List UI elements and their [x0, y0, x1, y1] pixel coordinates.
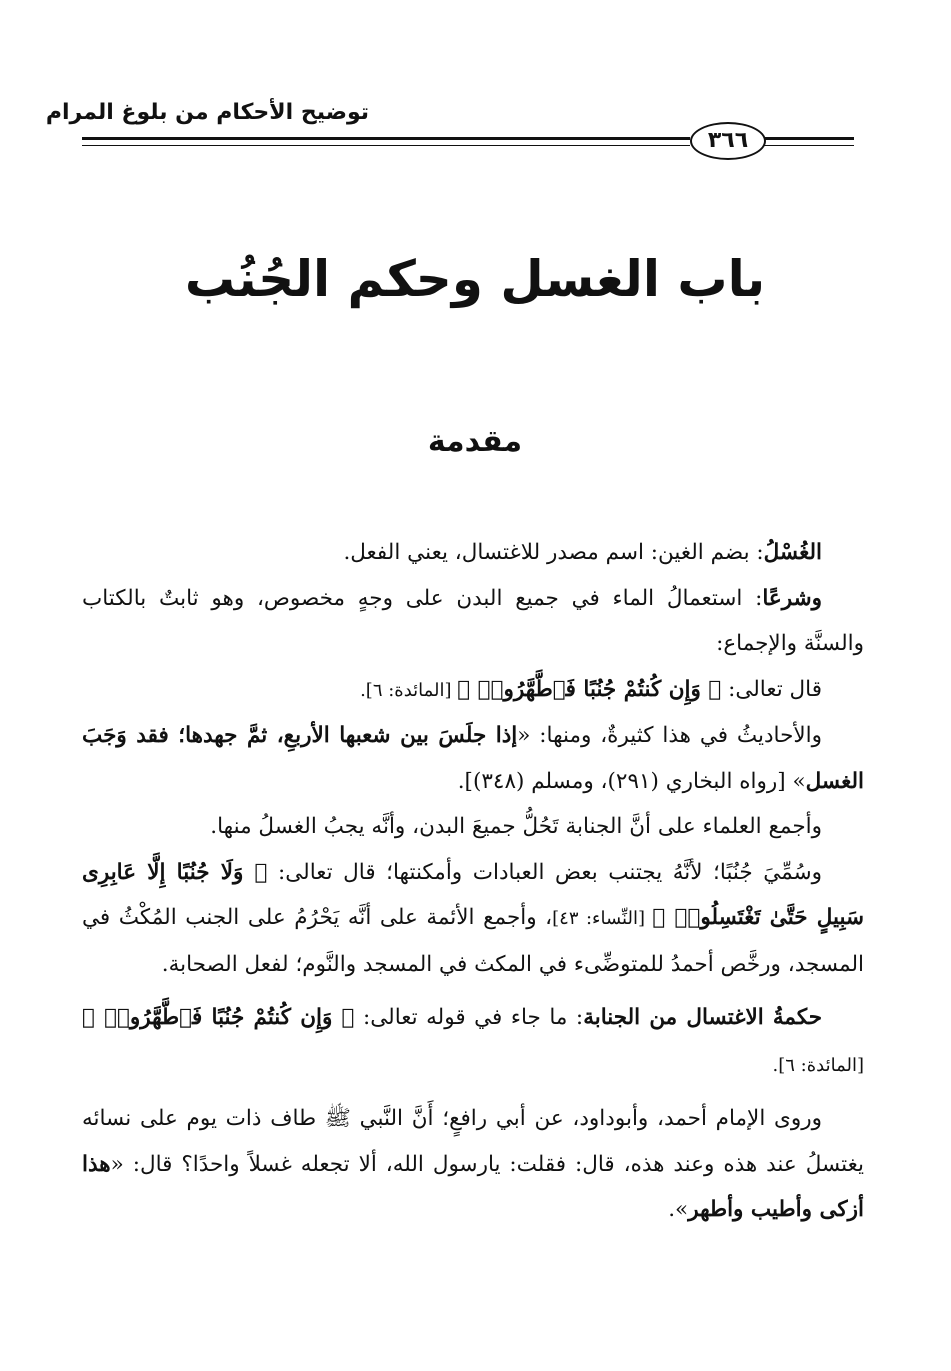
body-text	[82, 530, 864, 1233]
hadith-text: إذا جلَسَ بين شعبها الأربعِ، ثمَّ جهدها؛ فقد وَجَبَ الغسل	[82, 723, 864, 794]
paragraph-quran-evidence	[82, 667, 864, 714]
intro: قال تعالى:	[721, 676, 822, 702]
term: الغُسْلُ	[763, 540, 822, 565]
quran-verse: ﴿ وَإِن كُنتُمْ جُنُبًا فَٱطَّهَّرُوا۟ ﴾	[82, 1005, 355, 1030]
intro: وروى الإمام أحمد، وأبوداود، عن أبي رافعٍ؛ أَنَّ النَّبي ﷺ طاف ذات يوم على نسائه يغتسلُ عند هذه وعند هذه، قال: فقلت: يارسول الله، ألا تجعله غسلاً واحدًا؟ قال: «	[82, 1106, 864, 1177]
intro: : ما جاء في قوله تعالى:	[354, 1005, 584, 1030]
verse-reference: [المائدة: ٦].	[360, 679, 458, 701]
text: وأجمع العلماء على أنَّ الجنابة تَحُلُّ جميعَ البدن، وأنَّه يجبُ الغسلُ منها.	[210, 814, 822, 839]
quran-verse: ﴿ وَإِن كُنتُمْ جُنُبًا فَٱطَّهَّرُوا۟ ﴾	[457, 676, 722, 702]
text: : بضم الغين: اسم مصدر للاغتسال، يعني الفعل.	[343, 540, 764, 565]
header-rule-right-thin	[762, 145, 854, 146]
paragraph-definition	[82, 530, 864, 576]
text: : استعمالُ الماء في جميع البدن على وجهٍ مخصوص، وهو ثابتٌ بالكتاب والسنَّة والإجماع:	[82, 585, 864, 656]
header-rule-left-thin	[82, 145, 690, 146]
paragraph-consensus	[82, 804, 864, 850]
term: وشرعًا	[762, 585, 822, 611]
quran-verse: ﴿ وَلَا جُنُبًا إِلَّا عَابِرِى سَبِيلٍ حَتَّىٰ تَغْتَسِلُوا۟ ﴾	[82, 859, 864, 930]
paragraph-abu-rafi-narration	[82, 1096, 864, 1233]
section-title: مقدمة	[427, 424, 523, 459]
header-rule-right	[762, 137, 854, 140]
chapter-title: باب الغسل وحكم الجُنُب	[184, 250, 766, 308]
paragraph-naming	[82, 850, 864, 988]
term: حكمةُ الاغتسال من الجنابة	[583, 1005, 823, 1030]
running-title: توضيح الأحكام من بلوغ المرام	[45, 100, 369, 125]
paragraph-hadith-evidence	[82, 713, 864, 804]
verse-reference: [المائدة: ٦].	[772, 1054, 864, 1076]
verse-reference: [النِّساء: ٤٣]	[552, 908, 653, 929]
header-rule-left	[82, 137, 690, 140]
intro: والأحاديثُ في هذا كثيرةٌ، ومنها: «	[517, 723, 823, 748]
page-number: ٣٦٦	[690, 122, 766, 160]
hadith-quote: هذا أزكى وأطيب وأطهر	[82, 1151, 864, 1222]
end: ».	[668, 1197, 689, 1222]
text: ، وأجمع الأئمة على أنَّه يَحْرُمُ على الجنب المُكْثُ في المسجد، ورخَّص أحمدُ للمتوضِّىء في المكث في المسجد والنَّوم؛ لفعل الصحابة.	[82, 905, 864, 977]
paragraph-wisdom	[82, 995, 864, 1088]
intro: وسُمِّيَ جُنُبًا؛ لأنَّهُ يجتنب بعض العبادات وأمكنتها؛ قال تعالى:	[267, 859, 823, 885]
paragraph-shari-definition	[82, 576, 864, 667]
hadith-reference: » [رواه البخاري (٢٩١)، ومسلم (٣٤٨)].	[457, 768, 806, 794]
